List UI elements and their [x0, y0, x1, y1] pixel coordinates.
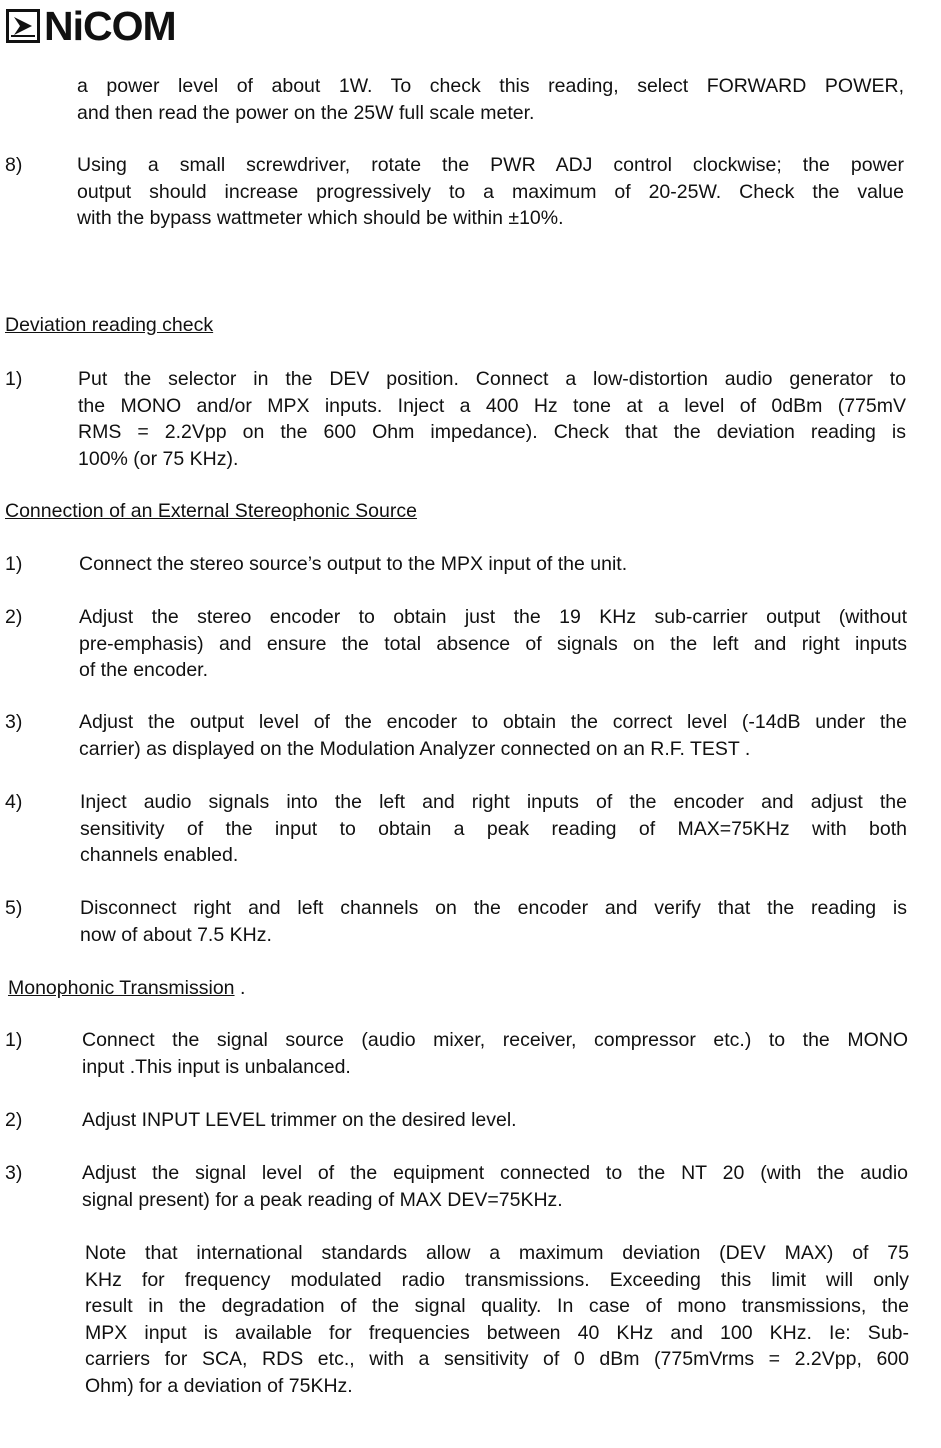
- text-line: a power level of about 1W. To check this reading, select FORWARD POWER,: [77, 75, 904, 97]
- text-line: output should increase progressively to a maximum of 20-25W. Check the value: [77, 180, 904, 203]
- mono-step-1: [82, 1027, 908, 1080]
- text-line: Adjust the stereo encoder to obtain just the 19 KHz sub-carrier output (without: [79, 606, 907, 628]
- text-line: result in the degradation of the signal quality. In case of mono transmissions, the: [85, 1295, 909, 1317]
- text-line: Connect the signal source (audio mixer, receiver, compressor etc.) to the MONO: [82, 1029, 908, 1051]
- text-line: Put the selector in the DEV position. Connect a low-distortion audio generator to: [78, 368, 906, 390]
- stereo-step-4: [80, 789, 907, 869]
- text-line: input .This input is unbalanced.: [82, 1055, 351, 1078]
- text-line: MPX input is available for frequencies between 40 KHz and 100 KHz. Ie: Sub-: [85, 1321, 909, 1344]
- stereo-step-1: [79, 551, 907, 578]
- text-line: with the bypass wattmeter which should be within ±10%.: [77, 207, 564, 229]
- mono-note-paragraph: [85, 1240, 909, 1399]
- step-number: 3): [5, 1162, 23, 1184]
- mono-step-3: [82, 1160, 908, 1213]
- text-line: 100% (or 75 KHz).: [78, 447, 239, 470]
- section-heading-mono-wrapper: [8, 975, 245, 1002]
- logo-text: NiCOM: [44, 3, 176, 49]
- text-line: signal present) for a peak reading of MAX DEV=75KHz.: [82, 1188, 563, 1211]
- mono-step-2: [82, 1107, 908, 1134]
- text-line: Ohm) for a deviation of 75KHz.: [85, 1374, 353, 1397]
- text-line: of the encoder.: [79, 659, 209, 681]
- text-line: carriers for SCA, RDS etc., with a sensitivity of 0 dBm (775mVrms = 2.2Vpp, 600: [85, 1348, 909, 1370]
- heading-suffix: .: [234, 977, 246, 999]
- text-line: Connect the stereo source’s output to the MPX input of the unit.: [79, 553, 628, 575]
- text-line: RMS = 2.2Vpp on the 600 Ohm impedance). Check that the deviation reading is: [78, 421, 906, 443]
- text-line: Using a small screwdriver, rotate the PWR ADJ control clockwise; the power: [77, 154, 904, 176]
- text-line: channels enabled.: [80, 844, 239, 866]
- text-line: carrier) as displayed on the Modulation Analyzer connected on an R.F. TEST .: [79, 737, 751, 760]
- arrow-box-icon: [6, 9, 40, 43]
- text-line: Adjust INPUT LEVEL trimmer on the desired level.: [82, 1109, 517, 1131]
- step-number: 2): [5, 1109, 23, 1131]
- nicom-logo: [6, 3, 176, 49]
- step-number: 2): [5, 606, 23, 628]
- text-line: Adjust the output level of the encoder to obtain the correct level (-14dB under the: [79, 711, 907, 733]
- deviation-step-1: [78, 366, 906, 472]
- step-number: 1): [5, 368, 23, 390]
- stereo-step-2: [79, 604, 907, 684]
- text-line: Adjust the signal level of the equipment connected to the NT 20 (with the audio: [82, 1162, 908, 1184]
- step-number: 4): [5, 791, 23, 813]
- text-line: Disconnect right and left channels on the encoder and verify that the reading is: [80, 897, 907, 919]
- text-line: pre-emphasis) and ensure the total absence of signals on the left and right inputs: [79, 632, 907, 655]
- step-8-paragraph: [77, 152, 904, 232]
- step-number: 1): [5, 553, 23, 575]
- section-heading-stereo: Connection of an External Stereophonic Source: [5, 500, 417, 522]
- stereo-step-5: [80, 895, 907, 948]
- text-line: Inject audio signals into the left and right inputs of the encoder and adjust the: [80, 791, 907, 813]
- stereo-step-3: [79, 709, 907, 762]
- step-number: 1): [5, 1029, 23, 1051]
- text-line: sensitivity of the input to obtain a peak reading of MAX=75KHz with both: [80, 817, 907, 840]
- text-line: KHz for frequency modulated radio transmissions. Exceeding this limit will only: [85, 1268, 909, 1291]
- text-line: now of about 7.5 KHz.: [80, 923, 272, 946]
- section-heading-mono: Monophonic Transmission: [8, 977, 235, 999]
- intro-paragraph: [77, 73, 904, 126]
- text-line: Note that international standards allow a maximum deviation (DEV MAX) of 75: [85, 1242, 909, 1264]
- text-line: the MONO and/or MPX inputs. Inject a 400 Hz tone at a level of 0dBm (775mV: [78, 394, 906, 417]
- section-heading-deviation: Deviation reading check: [5, 314, 214, 336]
- text-line: and then read the power on the 25W full scale meter.: [77, 101, 535, 124]
- step-number: 8): [5, 154, 23, 176]
- step-number: 5): [5, 897, 23, 919]
- step-number: 3): [5, 711, 23, 733]
